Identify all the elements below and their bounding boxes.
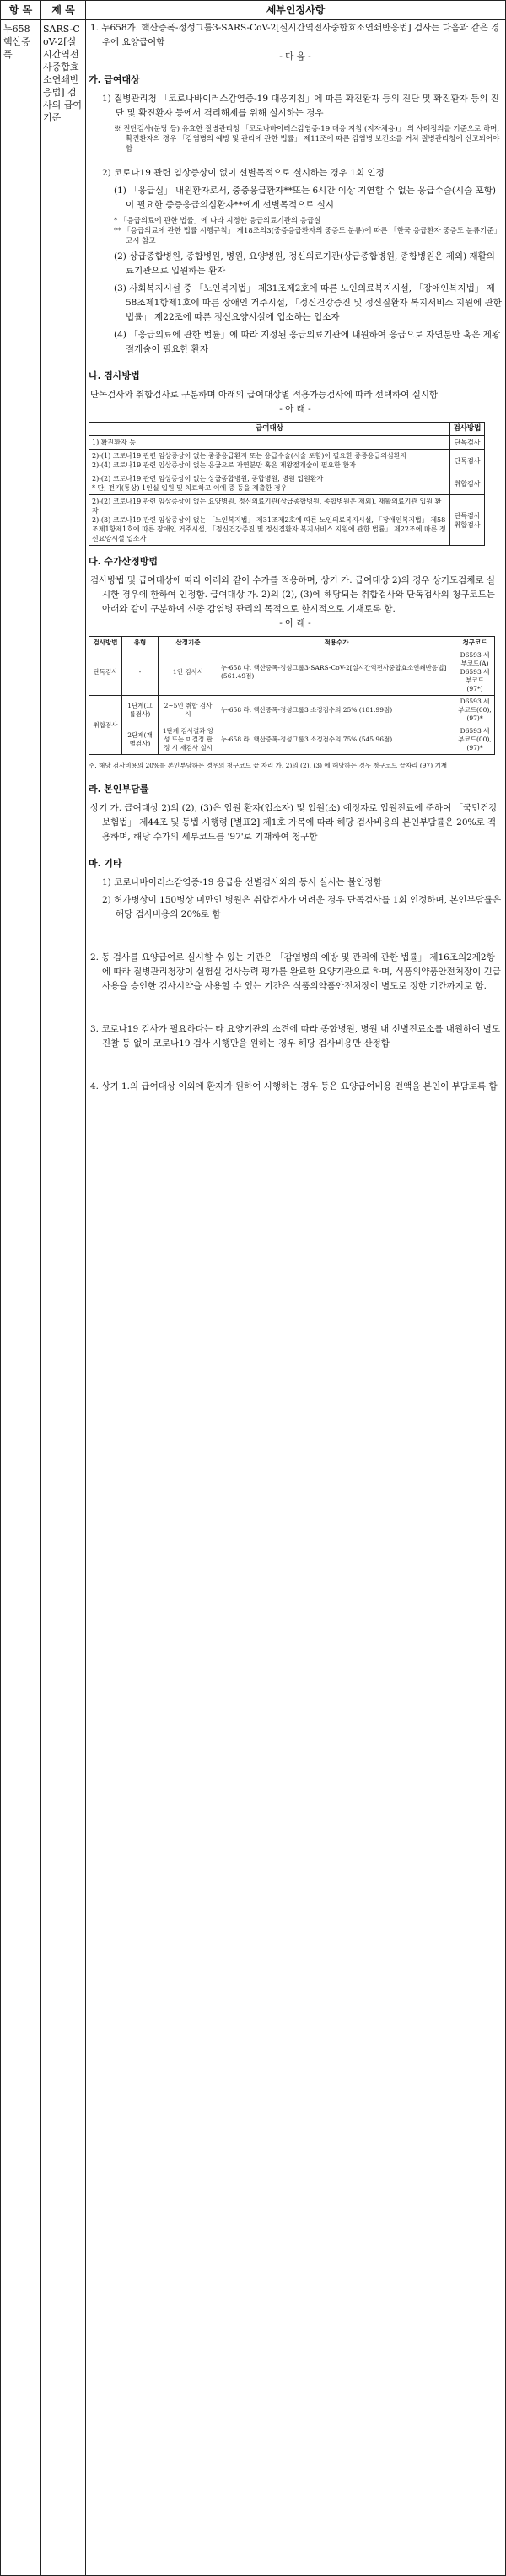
title-cell: SARS-CoV-2[실시간역전사중합효소연쇄반응법] 검사의 급여기준 — [43, 24, 83, 123]
table-cell: 2~5인 취합 검사 시 — [159, 696, 218, 725]
details-cell — [89, 21, 502, 1094]
section-na-heading: 나. 검사방법 — [89, 370, 140, 381]
table-cell: 2)-(2) 코로나19 관련 임상증상이 없는 상급종합병원, 종합병원, 병원 입원환자 * 단, 전기(통상) 1인실 입원 및 치료하고 이에 중 등을 제출한 경우 — [89, 472, 450, 495]
ga-item2: 2) 코로나19 관련 임상증상이 없이 선별목적으로 실시하는 경우 1회 인정 — [102, 168, 385, 178]
table-row — [89, 649, 495, 696]
method-table-header: 검사방법 — [450, 423, 485, 436]
method-table-header: 급여대상 — [89, 423, 450, 436]
point-3: 3. 코로나19 검사가 필요하다는 타 요양기관의 소견에 따라 종합병원, 병원 내 선별진료소를 내원하여 별도 진찰 등 없이 코로나19 검사 시행만을 원하는 경우 해당 검사비용만 산정함 — [90, 1024, 500, 1048]
header-divider — [1, 19, 505, 20]
table-cell: 단독검사 — [89, 649, 122, 696]
table-cell: 1단계(그룹검사) — [122, 696, 159, 725]
table-row — [89, 725, 495, 755]
ga-item2-1-note1: * 「응급의료에 관한 법률」에 따라 지정한 응급의료기관의 응급실 — [114, 217, 321, 225]
table-cell: 누-658 다. 핵산증폭-정성그룹3-SARS-CoV-2[실시간역전사중합효소연쇄반응법] (561.49점) — [218, 649, 455, 696]
table-cell: D6593 세부코드(A) D6593 세부코드(97*) — [455, 649, 495, 696]
header-details: 세부인정사항 — [266, 4, 326, 16]
section-ra-heading: 라. 본인부담률 — [89, 784, 149, 795]
table-cell: 누-658 라. 핵산증폭-정성그룹3 소정점수의 75% (545.96점) — [218, 725, 455, 755]
table-cell: 2)-(2) 코로나19 관련 임상증상이 없는 요양병원, 정신의료기관(상급종합병원, 종합병원은 제외), 재활의료기관 입원 환자 2)-(3) 코로나19 관련 임상증상이 없는 「노인복지법」 제31조제2호에 따른 노인의료복지시설, 「장애인복지법」 제58조제1항제1호에 따른 장애인 거주시설, 「정신건강증진 및 정신질환자 복지서비스 지원에 관한 법률」 제22조에 따른 정신요양시설 입소자 — [89, 495, 450, 546]
table-row — [89, 696, 495, 725]
table-cell: 단독검사 — [450, 450, 485, 472]
da-sub: - 아 래 - — [279, 618, 311, 628]
table-cell: 2)-(1) 코로나19 관련 임상증상이 없는 중증응급환자 또는 응급수술(시술 포함)이 필요한 중증응급의심환자 2)-(4) 코로나19 관련 임상증상이 없는 응급으로 자연분만 혹은 제왕절개술이 필요한 환자 — [89, 450, 450, 472]
fee-table-header: 청구코드 — [455, 637, 495, 649]
table-cell: 단독검사 — [450, 436, 485, 450]
da-text: 검사방법 및 급여대상에 따라 아래와 같이 수가를 적용하며, 상기 가. 급여대상 2)의 경우 상기도검체로 실시한 경우에 한하여 인정함. 급여대상 가. 2)의 (2), (3)에 해당되는 취합검사와 단독검사의 청구코드는 아래와 같이 구분하여 신종 감염병 관리의 목적으로 한시적으로 기재토록 함. — [90, 575, 496, 614]
table-cell: 1) 확진환자 등 — [89, 436, 450, 450]
section-ga-heading: 가. 급여대상 — [89, 74, 140, 85]
column-divider — [85, 1, 86, 2575]
fee-table — [89, 636, 495, 755]
point-2: 2. 동 검사를 요양급여로 실시할 수 있는 기관은 「감염병의 예방 및 관리에 관한 법률」 제16조의2제2항에 따라 질병관리청장이 실험실 검사능력 평가를 완료한 요양기관으로 하며, 식품의약품안전처장이 긴급사용을 승인한 검사시약을 사용할 수 있는 기간은 식품의약품안전처장이 별도로 정한 기간까지로 함. — [90, 952, 501, 991]
table-cell: 1인 검사시 — [159, 649, 218, 696]
table-cell: 1단계 검사결과 양성 또는 미결정 판정 시 재검사 실시 — [159, 725, 218, 755]
intro-paragraph: 1. 누658가. 핵산증폭-정성그룹3-SARS-CoV-2[실시간역전사중합효소연쇄반응법] 검사는 다음과 같은 경우에 요양급여함 — [90, 23, 500, 47]
header-item: 항 목 — [8, 4, 33, 16]
fee-table-header: 유형 — [122, 637, 159, 649]
ma-item1: 1) 코로나바이러스감염증-19 응급용 선별검사와의 동시 실시는 불인정함 — [102, 877, 382, 887]
ga-item1-note: ※ 진단검사(분당 등) 유효한 질병관리청 「코로나바이러스감염증-19 대응 지침 (지자체용)」 의 사례정의를 기준으로 하며, 확진환자의 경우 「감염병의 예방 및 관리에 관한 법률」 제11조에 따른 감염병 보건소를 거쳐 질병관리청에 신고되어야 함 — [114, 125, 500, 154]
method-table — [89, 422, 485, 546]
na-sub: - 아 래 - — [279, 404, 311, 414]
ga-item2-3: (3) 사회복지시설 중 「노인복지법」 제31조제2호에 따른 노인의료복지시설, 「장애인복지법」 제58조제1항제1호에 따른 장애인 거주시설, 「정신건강증진 및 정신질환자 복지서비스 지원에 관한 법률」 제22조에 따른 정신요양시설에 입소하는 입소자 — [114, 283, 502, 322]
ga-item1: 1) 질병관리청 「코로나바이러스감염증-19 대응지침」에 따른 확진환자 등의 진단 및 확진환자 등의 진단 및 확진환자 등에서 격리해제를 위해 실시하는 경우 — [102, 94, 499, 118]
table-row — [89, 450, 485, 472]
table-row — [89, 472, 485, 495]
table-cell: 취합검사 — [89, 696, 122, 755]
fee-table-header: 검사방법 — [89, 637, 122, 649]
point-4: 4. 상기 1.의 급여대상 이외에 환자가 원하여 시행하는 경우 등은 요양급여비용 전액을 본인이 부담토록 함 — [90, 1081, 498, 1091]
header-title: 제 목 — [51, 4, 75, 16]
table-cell: 누-658 라. 핵산증폭-정성그룹3 소정점수의 25% (181.99점) — [218, 696, 455, 725]
table-row — [89, 495, 485, 546]
table-cell: - — [122, 649, 159, 696]
table-cell: 단독검사 취합검사 — [450, 495, 485, 546]
ga-item2-2: (2) 상급종합병원, 종합병원, 병원, 요양병원, 정신의료기관(상급종합병원, 종합병원은 제외) 재활의료기관으로 입원하는 환자 — [114, 251, 495, 276]
fee-table-header: 적용수가 — [218, 637, 455, 649]
ga-item2-4: (4) 「응급의료에 관한 법률」에 따라 지정된 응급의료기관에 내원하여 응급으로 자연분만 혹은 제왕절개술이 필요한 환자 — [114, 330, 501, 354]
section-ma-heading: 마. 기타 — [89, 858, 122, 869]
ra-text: 상기 가. 급여대상 2)의 (2), (3)은 입원 환자(입소자) 및 입원(소) 예정자로 입원진료에 준하여 「국민건강보험법」 제44조 및 동법 시행령 [별표2] 제1호 가목에 따라 해당 검사비용의 본인부담률은 20%로 적용하며, 해당 수가의 세부코드를 '97'로 기재하여 청구함 — [90, 803, 498, 842]
section-da-heading: 다. 수가산정방법 — [89, 556, 159, 567]
column-divider — [40, 1, 41, 2575]
table-cell: 2단계(개별검사) — [122, 725, 159, 755]
ga-item2-1: (1) 「응급실」 내원환자로서, 중증응급환자**또는 6시간 이상 지연할 수 없는 응급수술(시술 포함)이 필요한 중증응급의심환자**에게 선별목적으로 실시 — [114, 186, 496, 210]
item-cell: 누658 핵산증폭 — [3, 24, 30, 60]
na-text: 단독검사와 취합검사로 구분하며 아래의 급여대상별 적용가능검사에 따라 선택하여 실시함 — [90, 390, 439, 400]
fee-table-note: 주. 해당 검사비용의 20%를 본인부담하는 경우의 청구코드 끝 자리 가. 2)의 (2), (3) 에 해당하는 경우 청구코드 끝자리 (97) 기재 — [89, 762, 447, 769]
fee-table-header: 산정기준 — [159, 637, 218, 649]
ma-item2: 2) 허가병상이 150병상 미만인 병원은 취합검사가 어려운 경우 단독검사를 1회 인정하며, 본인부담률은 해당 검사비용의 20%로 함 — [102, 895, 502, 919]
table-cell: D6593 세부코드(00), (97)* — [455, 696, 495, 725]
ga-item2-1-note2: ** 「응급의료에 관한 법률 시행규칙」 제18조의3(중증응급환자의 중증도 분류)에 따른 「한국 응급환자 중증도 분류기준」 고시 참고 — [114, 227, 502, 245]
table-row — [89, 436, 485, 450]
table-cell: D6593 세부코드(00), (97)* — [455, 725, 495, 755]
table-cell: 취합검사 — [450, 472, 485, 495]
intro-sub: - 다 음 - — [279, 51, 311, 62]
